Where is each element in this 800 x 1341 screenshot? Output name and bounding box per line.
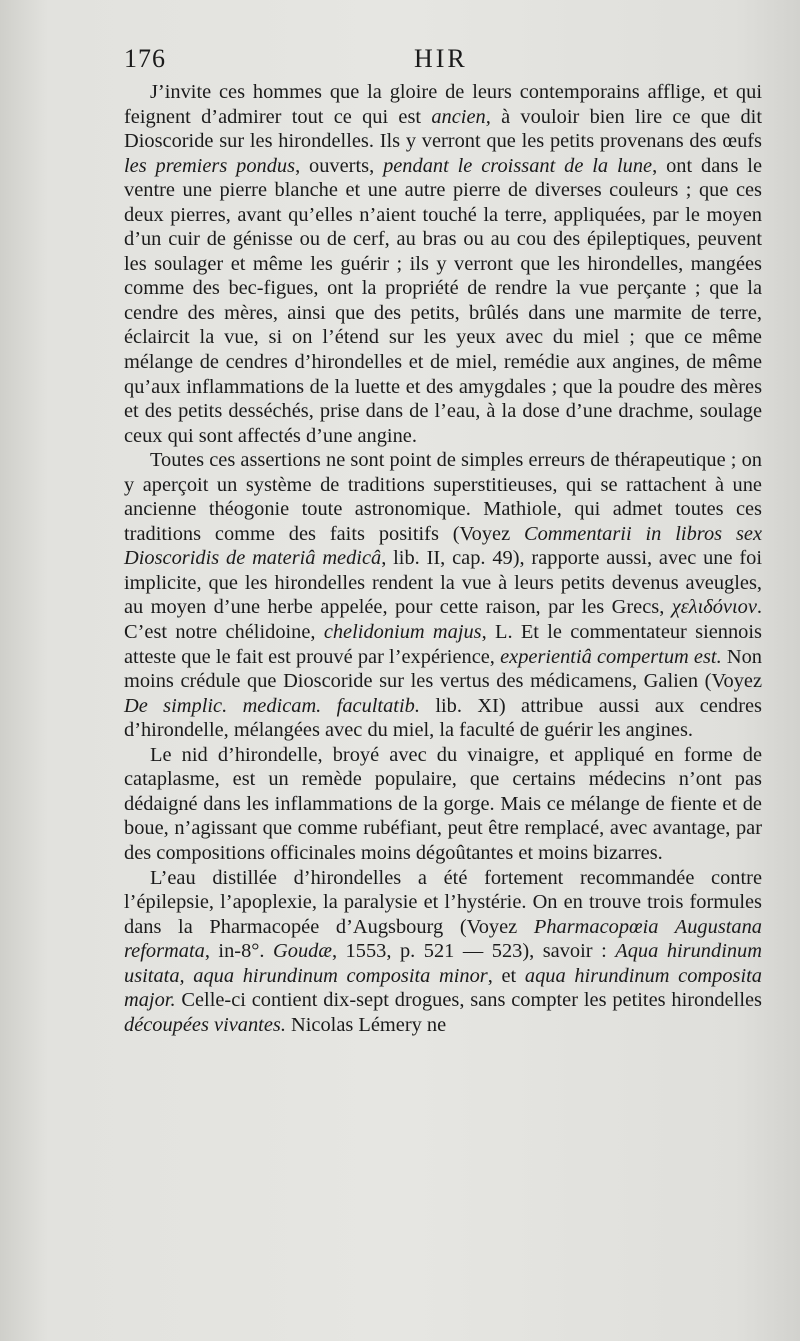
paragraph-1 xyxy=(124,80,762,448)
paragraph-3 xyxy=(124,743,762,866)
text-segment: , lib. II, cap. 49), rapporte aussi, avec une foi implicite, que les hirondelles rendent la vue à leurs petits devenus aveugles, au moyen d’une herbe appelée, pour cette raison, par les Grecs, xyxy=(124,547,763,619)
italic-text-segment: Aqua hirundinum usitata, aqua hirundinum composita minor xyxy=(124,940,762,987)
text-segment: , ouverts, xyxy=(295,154,384,177)
paragraph-4 xyxy=(124,866,762,1038)
italic-text-segment: Goudæ xyxy=(273,940,332,963)
text-segment: J’invite ces hommes que la gloire de leurs contemporains afflige, et qui feignent d’admirer tout ce qui est xyxy=(124,81,762,128)
text-segment: , in-8°. xyxy=(204,940,274,963)
text-segment: lib. XI) attribue aussi aux cendres d’hirondelle, mélangées avec du miel, la faculté de guérir les angines. xyxy=(124,694,762,742)
text-segment: , 1553, p. 521 — 523), savoir : xyxy=(331,940,616,963)
text-segment: à vouloir bien lire ce que dit Dioscoride sur les hirondelles. Ils y verront que les petits provenans des œufs xyxy=(124,105,763,153)
italic-text-segment: les premiers pondus xyxy=(124,154,296,177)
italic-text-segment: χελιδόνιον xyxy=(671,596,757,619)
italic-text-segment: chelidonium majus xyxy=(323,621,482,644)
running-head: HIR xyxy=(414,44,468,73)
text-segment: Le nid d’hirondelle, broyé avec du vinaigre, et appliqué en forme de cataplasme, est un remède populaire, que certains médecins n’ont pas dédaigné dans les inflammations de la gorge. Mais ce mélange de fiente et de boue, n’agissant que comme rubéfiant, peut être remplacé, avec avantage, par des compositions officinales moins dégoûtantes et moins bizarres. xyxy=(124,743,762,864)
italic-text-segment: Pharmacopœia Augustana reformata xyxy=(124,915,763,963)
text-segment: , L. Et le commentateur siennois atteste que le fait est prouvé par l’expérience, xyxy=(124,621,762,668)
italic-text-segment: ancien, xyxy=(431,105,491,128)
text-segment: Non moins crédule que Dioscoride sur les vertus des médicamens, Galien (Voyez xyxy=(124,645,762,693)
body-text xyxy=(124,80,762,1037)
italic-text-segment: découpées vivantes. xyxy=(124,1013,286,1036)
italic-text-segment: experientiâ compertum est. xyxy=(500,645,722,668)
text-segment: . C’est notre chélidoine, xyxy=(124,596,762,644)
text-segment: Toutes ces assertions ne sont point de simples erreurs de thérapeutique ; on y aperçoit un système de traditions superstitieuses, qui se rattachent à une ancienne théogonie toute astronomique. Mathiole, qui admet toutes ces traditions comme des faits positifs (Voyez xyxy=(124,449,762,545)
italic-text-segment: Commentarii in libros sex Dioscoridis de materiâ medicâ xyxy=(124,522,762,570)
paragraph-2 xyxy=(124,448,762,743)
page-number: 176 xyxy=(124,44,166,73)
text-segment: Celle-ci contient dix-sept drogues, sans compter les petites hirondelles xyxy=(175,989,762,1012)
text-segment: Nicolas Lémery ne xyxy=(285,1013,447,1036)
italic-text-segment: pendant le croissant de la lune xyxy=(383,154,653,177)
italic-text-segment: aqua hirundinum composita major. xyxy=(124,964,762,1012)
text-segment: , et xyxy=(487,964,525,987)
italic-text-segment: De simplic. medicam. facultatib. xyxy=(124,694,420,717)
page-header xyxy=(124,44,762,78)
text-segment: L’eau distillée d’hirondelles a été fortement recommandée contre l’épilepsie, l’apoplexie, la paralysie et l’hystérie. On en trouve trois formules dans la Pharmacopée d’Augsbourg (Voyez xyxy=(124,866,762,938)
text-segment: , ont dans le ventre une pierre blanche et une autre pierre de diverses couleurs ; que ces deux pierres, avant qu’elles n’aient touché la terre, appliquées, par le moyen d’un cuir de génisse ou de cerf, au bras ou au cou des épileptiques, peuvent les soulager et même les guérir ; ils y verront que les hirondelles, mangées comme des bec-figues, ont la propriété de rendre la vue perçante ; que la cendre des mères, ainsi que des petits, brûlés dans une marmite de terre, éclaircit la vue, si on l’étend sur les yeux avec du miel ; que ce même mélange de cendres d’hirondelles et de miel, remédie aux angines, de même qu’aux inflammations de la luette et des amygdales ; que la poudre des mères et des petits desséchés, prise dans de l’eau, à la dose d’une drachme, soulage ceux qui sont affectés d’une angine. xyxy=(124,154,762,447)
